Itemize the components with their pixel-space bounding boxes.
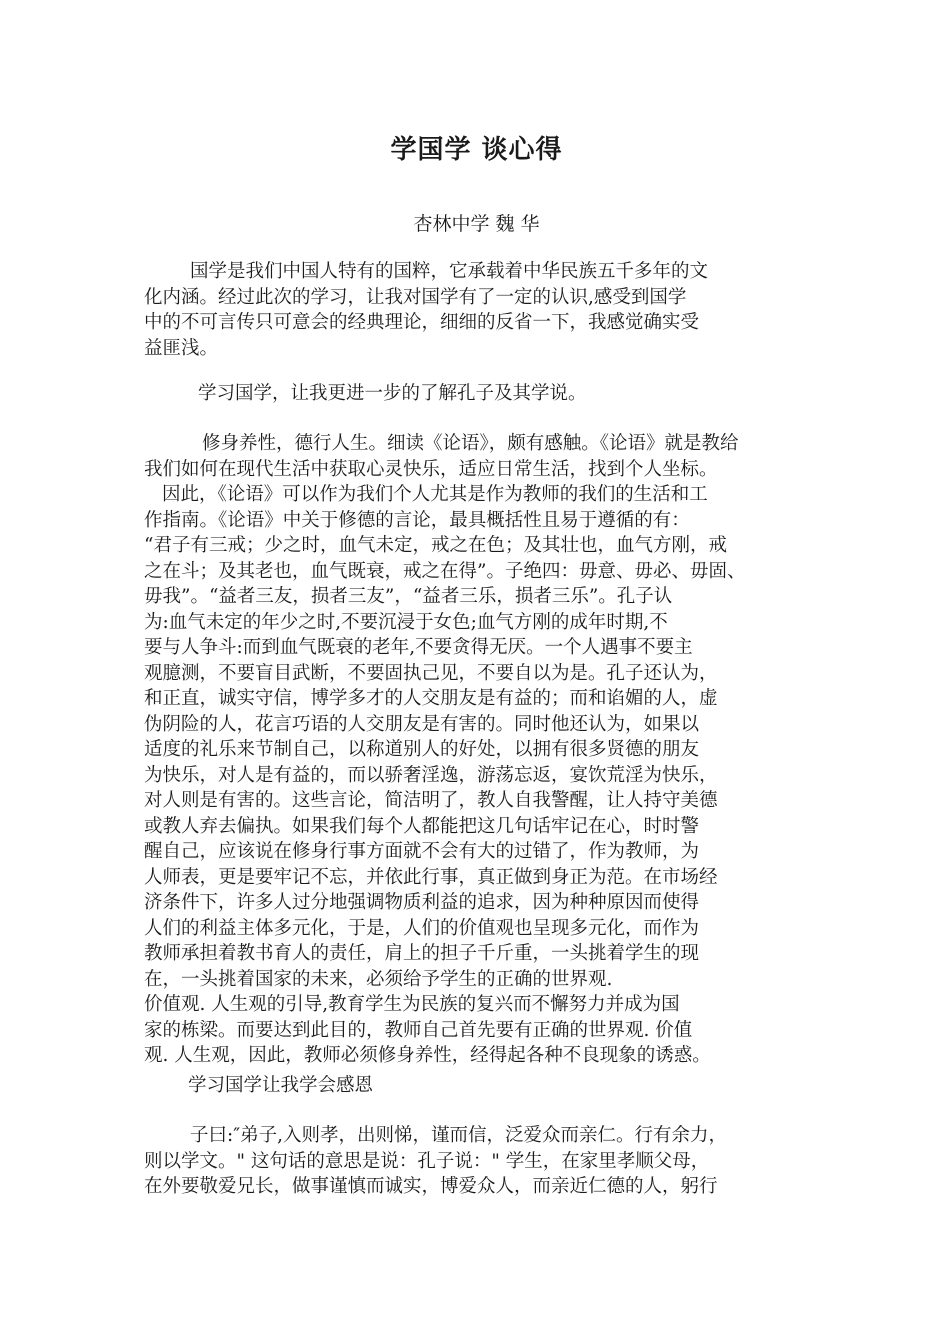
paragraph-line: 和正直，诚实守信，博学多才的人交朋友是有益的；而和谄媚的人，虚 <box>144 688 718 709</box>
paragraph-confucius <box>144 381 809 407</box>
paragraph-line: 在，一头挑着国家的未来，必须给予学生的正确的世界观. <box>144 968 613 990</box>
paragraph-line: 则以学文。" 这句话的意思是说：孔子说：" 学生，在家里孝顺父母， <box>144 1150 710 1172</box>
paragraph-line: 伪阴险的人，花言巧语的人交朋友是有害的。同时他还认为，如果以 <box>144 713 700 735</box>
paragraph-line: 之在斗；及其老也，血气既衰，戒之在得”。子绝四：毋意、毋必、毋固、 <box>144 560 746 582</box>
paragraph-line: 子曰:″弟子,入则孝，出则悌，谨而信，泛爱众而亲仁。行有余力， <box>190 1125 728 1146</box>
paragraph-line: 化内涵。经过此次的学习，让我对国学有了一定的认识,感受到国学 <box>144 286 687 308</box>
paragraph-line: 国学是我们中国人特有的国粹，它承载着中华民族五千多年的文 <box>190 261 709 282</box>
paragraph-line: 因此，《论语》可以作为我们个人尤其是作为教师的我们的生活和工 <box>162 484 708 505</box>
document-title: 学国学 谈心得 <box>390 135 563 165</box>
paragraph-intro <box>144 259 809 361</box>
paragraph-line: 适度的礼乐来节制自己，以称道别人的好处，以拥有很多贤德的朋友 <box>144 739 700 760</box>
paragraph-line: 毋我”。“益者三友，损者三友”，“益者三乐，损者三乐”。孔子认 <box>144 586 673 607</box>
paragraph-self-cultivation <box>144 431 809 1069</box>
paragraph-line: 人师表，更是要牢记不忘，并依此行事，真正做到身正为范。在市场经 <box>144 866 718 888</box>
paragraph-line: 人们的利益主体多元化，于是，人们的价值观也呈现多元化，而作为 <box>144 917 700 939</box>
paragraph-line: 学习国学，让我更进一步的了解孔子及其学说。 <box>198 383 587 404</box>
paragraph-line: 对人则是有害的。这些言论，简洁明了，教人自我警醒，让人持守美德 <box>144 790 718 811</box>
paragraph-line: 观. 人生观，因此，教师必须修身养性，经得起各种不良现象的诱惑。 <box>144 1045 711 1066</box>
paragraph-line: 醒自己，应该说在修身行事方面就不会有大的过错了，作为教师，为 <box>144 841 700 862</box>
paragraph-line: 要与人争斗:而到血气既衰的老年,不要贪得无厌。一个人遇事不要主 <box>144 637 693 658</box>
paragraph-line: 为:血气未定的年少之时,不要沉浸于女色;血气方刚的成年时期,不 <box>144 611 668 633</box>
document-page <box>144 0 809 1344</box>
paragraph-line: 为快乐，对人是有益的，而以骄奢淫逸，游荡忘返，宴饮荒淫为快乐， <box>144 764 718 786</box>
paragraph-line: 中的不可言传只可意会的经典理论，细细的反省一下，我感觉确实受 <box>144 312 700 333</box>
paragraph-line: 作指南。《论语》中关于修德的言论，最具概括性且易于遵循的有： <box>144 509 690 531</box>
paragraph-line: 济条件下，许多人过分地强调物质利益的追求，因为种种原因而使得 <box>144 892 700 913</box>
paragraph-line: “君子有三戒；少之时，血气未定，戒之在色；及其壮也，血气方刚，戒 <box>144 535 727 556</box>
paragraph-line: 修身养性，德行人生。细读《论语》，颇有感触。《论语》就是教给 <box>202 433 739 454</box>
paragraph-analects-quote <box>144 1123 809 1200</box>
document-author: 杏林中学 魏 华 <box>413 213 540 235</box>
paragraph-line: 我们如何在现代生活中获取心灵快乐，适应日常生活，找到个人坐标。 <box>144 458 718 480</box>
paragraph-line: 价值观. 人生观的引导,教育学生为民族的复兴而不懈努力并成为国 <box>144 994 680 1015</box>
paragraph-line: 或教人弃去偏执。如果我们每个人都能把这几句话牢记在心，时时警 <box>144 815 700 837</box>
paragraph-line: 观臆测，不要盲目武断，不要固执己见，不要自以为是。孔子还认为， <box>144 662 718 684</box>
paragraph-line: 家的栋梁。而要达到此目的，教师自己首先要有正确的世界观. 价值 <box>144 1019 693 1041</box>
paragraph-line: 在外要敬爱兄长，做事谨慎而诚实，博爱众人，而亲近仁德的人，躬行 <box>144 1176 718 1197</box>
paragraph-line: 学习国学让我学会感恩 <box>188 1075 374 1096</box>
paragraph-line: 益匪浅。 <box>144 337 219 359</box>
paragraph-gratitude-heading <box>144 1073 809 1099</box>
paragraph-line: 教师承担着教书育人的责任，肩上的担子千斤重，一头挑着学生的现 <box>144 943 700 964</box>
